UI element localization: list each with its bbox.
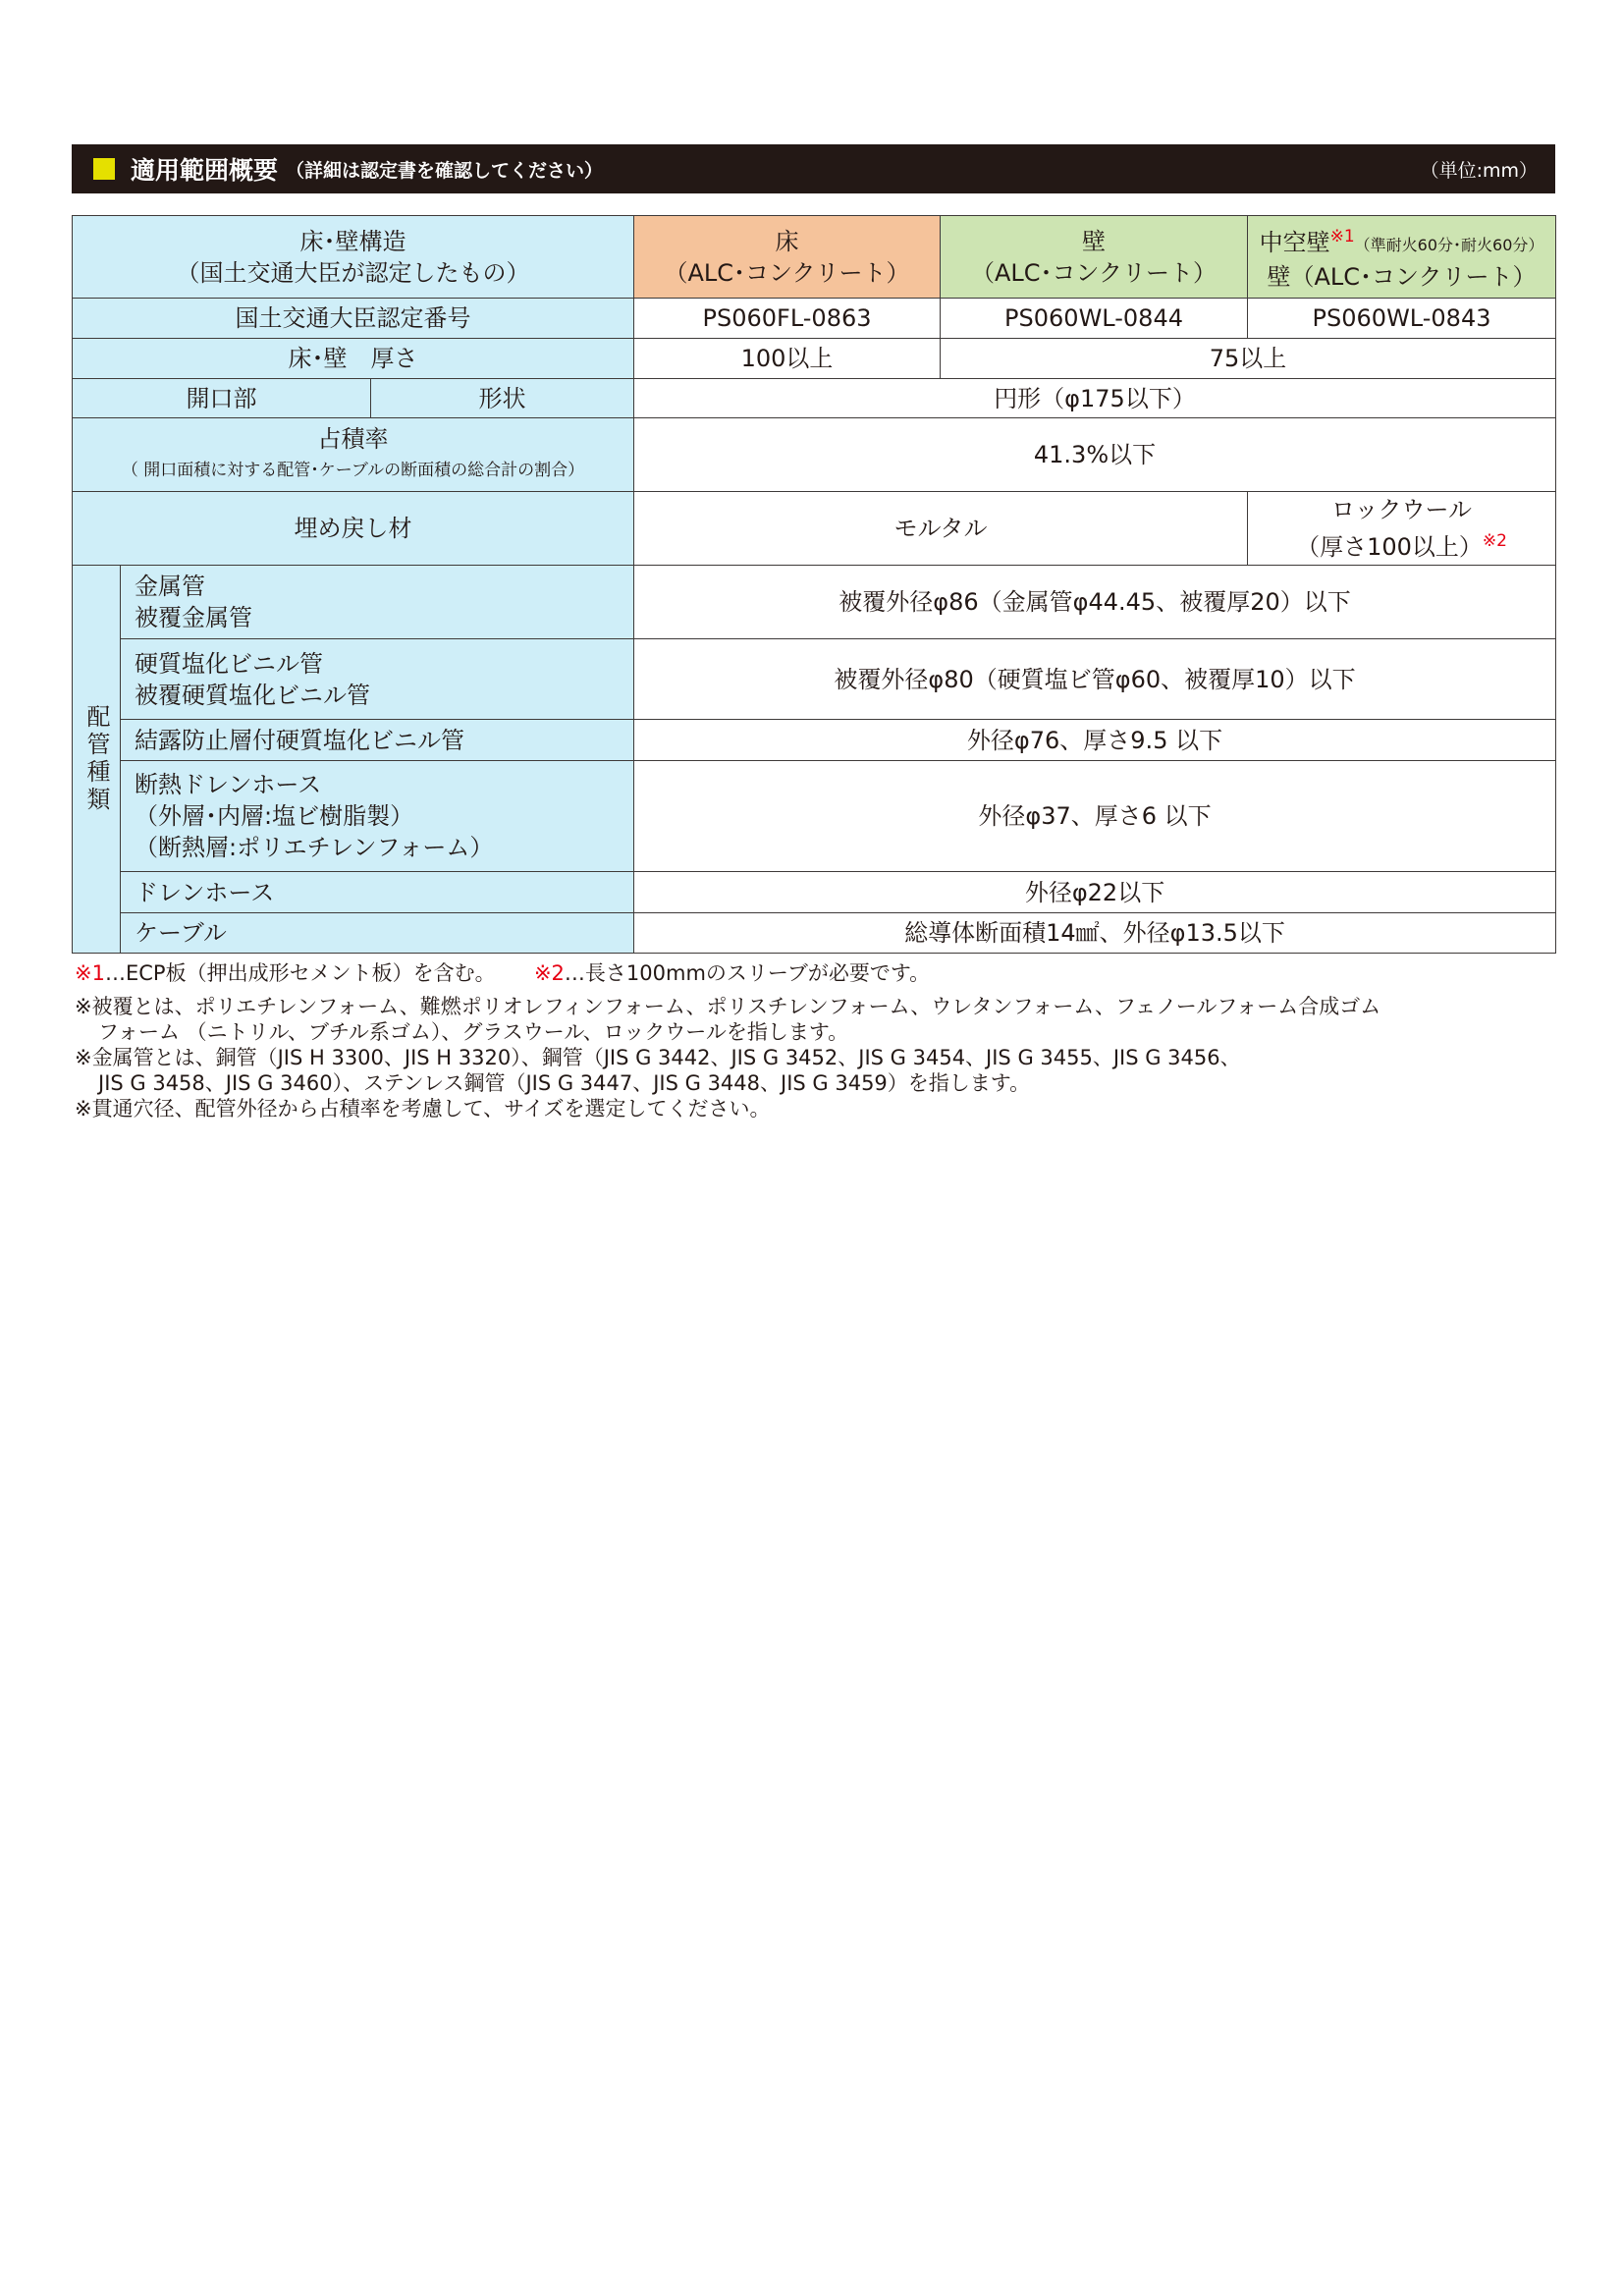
- backfill-hollow: ロックウール （厚さ100以上）$^{※2}$: [1248, 492, 1556, 566]
- occupancy-value: 41.3%以下: [634, 418, 1556, 492]
- table-row: [73, 339, 1556, 379]
- pipe-spec: 被覆外径φ80（硬質塩ビ管φ60、被覆厚10）以下: [634, 639, 1556, 720]
- pipe-spec: 外径φ37、厚さ6 以下: [634, 761, 1556, 872]
- section-subtitle: （詳細は認定書を確認してください）: [286, 159, 604, 182]
- floor-header: 床 （ALC･コンクリート）: [634, 216, 941, 299]
- shape-label: 形状: [371, 379, 634, 418]
- table-row: [73, 566, 1556, 639]
- note-metal: ※金属管とは、銅管（JIS H 3300、JIS H 3320）、鋼管（JIS G 3442、JIS G 3452、JIS G 3454、JIS G 3455、JIS G 3456、: [75, 1046, 1241, 1069]
- note-coating-cont: フォーム （ニトリル、ブチル系ゴム）、グラスウール、ロックウールを指します。: [98, 1020, 849, 1044]
- table-row: [73, 299, 1556, 339]
- section-title: 適用範囲概要: [131, 156, 279, 185]
- note-metal-cont: JIS G 3458、JIS G 3460）、ステンレス鋼管（JIS G 3447、JIS G 3448、JIS G 3459）を指します。: [98, 1071, 1031, 1095]
- occupancy-label: 占積率 （ 開口面積に対する配管･ケーブルの断面積の総合計の割合）: [73, 418, 634, 492]
- unit-label: （単位:mm）: [1420, 159, 1538, 182]
- table-row: [73, 913, 1556, 954]
- pipe-name: ケーブル: [121, 913, 634, 954]
- note-coating: ※被覆とは、ポリエチレンフォーム、難燃ポリオレフィンフォーム、ポリスチレンフォーム、ウレタンフォーム、フェノールフォーム合成ゴム: [75, 995, 1381, 1018]
- pipe-name: 結露防止層付硬質塩化ビニル管: [121, 720, 634, 761]
- structure-header: 床･壁構造 （国土交通大臣が認定したもの）: [73, 216, 634, 299]
- yellow-square-icon: [93, 158, 115, 180]
- table-row: [73, 639, 1556, 720]
- pipe-name: 断熱ドレンホース （外層･内層:塩ビ樹脂製） （断熱層:ポリエチレンフォーム）: [121, 761, 634, 872]
- pipe-name: 硬質塩化ビニル管 被覆硬質塩化ビニル管: [121, 639, 634, 720]
- table-row: [73, 379, 1556, 418]
- cert-floor: PS060FL-0863: [634, 299, 941, 339]
- footnotes: [75, 960, 1557, 1121]
- table-row: [73, 418, 1556, 492]
- spec-table: [72, 215, 1556, 954]
- pipe-spec: 外径φ22以下: [634, 872, 1556, 913]
- cert-wall: PS060WL-0844: [941, 299, 1248, 339]
- backfill-main: モルタル: [634, 492, 1248, 566]
- shape-value: 円形（φ175以下）: [634, 379, 1556, 418]
- table-row: [73, 720, 1556, 761]
- table-row: [73, 492, 1556, 566]
- thickness-label: 床･壁 厚さ: [73, 339, 634, 379]
- backfill-label: 埋め戻し材: [73, 492, 634, 566]
- section-title-bar: [72, 144, 1555, 193]
- cert-hollow: PS060WL-0843: [1248, 299, 1556, 339]
- pipe-spec: 外径φ76、厚さ9.5 以下: [634, 720, 1556, 761]
- pipe-spec: 被覆外径φ86（金属管φ44.45、被覆厚20）以下: [634, 566, 1556, 639]
- thickness-wall: 75以上: [941, 339, 1556, 379]
- opening-label: 開口部: [73, 379, 371, 418]
- thickness-floor: 100以上: [634, 339, 941, 379]
- pipe-spec: 総導体断面積14㎟、外径φ13.5以下: [634, 913, 1556, 954]
- table-row: [73, 216, 1556, 299]
- pipe-name: ドレンホース: [121, 872, 634, 913]
- table-row: [73, 761, 1556, 872]
- pipe-name: 金属管 被覆金属管: [121, 566, 634, 639]
- hollow-wall-header: 中空壁$^{※1}$（準耐火60分･耐火60分） 壁（ALC･コンクリート）: [1248, 216, 1556, 299]
- pipe-types-label: 配管種類: [73, 566, 121, 954]
- note-hole: ※貫通穴径、配管外径から占積率を考慮して、サイズを選定してください。: [75, 1097, 771, 1121]
- table-row: [73, 872, 1556, 913]
- wall-header: 壁 （ALC･コンクリート）: [941, 216, 1248, 299]
- footnote-marks: ※1…ECP板（押出成形セメント板）を含む。 ※2…長さ100mmのスリーブが必要です。: [75, 961, 931, 985]
- cert-label: 国土交通大臣認定番号: [73, 299, 634, 339]
